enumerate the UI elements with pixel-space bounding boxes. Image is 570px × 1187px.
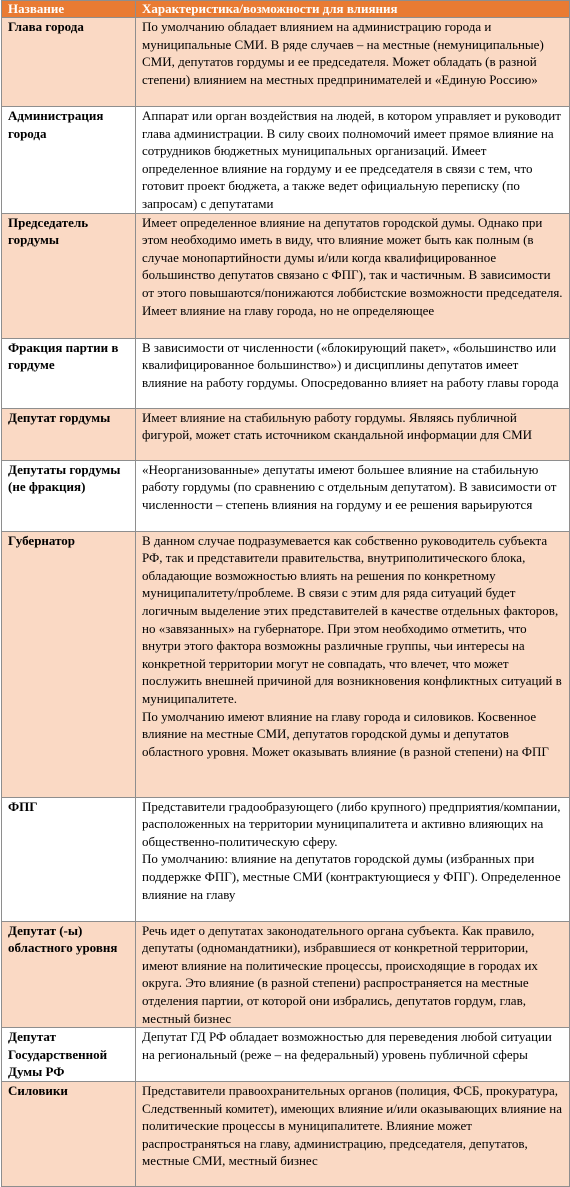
table-row	[2, 921, 570, 1028]
row-name: Фракция партии в гордуме	[2, 338, 136, 408]
row-description: По умолчанию обладает влиянием на администрацию города и муниципальные СМИ. В ряде случаев – на местные (немуниципальные) СМИ, депутатов гордумы и ее председателя. Может обладать (в разной степени) влиянием на местных предпринимателей и «Единую Россию»	[136, 18, 570, 107]
column-header-description: Характеристика/возможности для влияния	[136, 1, 570, 18]
table-row	[2, 107, 570, 214]
row-description: Представители правоохранительных органов (полиция, ФСБ, прокуратура, Следственный комитет), имеющих влияние и/или оказывающих влияние на политические процессы в муниципалитете. Влияние может распространяться на главу, администрацию, председателя, депутатов, местные СМИ, местный бизнес	[136, 1081, 570, 1186]
row-name: Губернатор	[2, 531, 136, 797]
row-description: Имеет влияние на стабильную работу гордумы. Являясь публичной фигурой, может стать источником скандальной информации для СМИ	[136, 408, 570, 460]
row-name: Председатель гордумы	[2, 213, 136, 338]
row-description: В данном случае подразумевается как собственно руководитель субъекта РФ, так и представители правительства, внутриполитического блока, обладающие возможностью влиять на решения по конкретному муниципалитету/проблеме. В связи с этим для ряда ситуаций будет логичным выделение этих представителей в качестве отдельных факторов, но «завязанных» на губернаторе. При этом необходимо отметить, что внутри этого фактора возможны различные группы, чьи интересы на конкретной территории могут не совпадать, что влечет, что может послужить внешней причиной для возникновения конфликтных ситуаций в муниципалитете. По умолчанию имеют влияние на главу города и силовиков. Косвенное влияние на местные СМИ, депутатов городской думы и депутатов областного уровня. Может оказывать влияние (в разной степени) на ФПГ	[136, 531, 570, 797]
row-name: Депутаты гордумы (не фракция)	[2, 460, 136, 531]
table-row	[2, 1028, 570, 1082]
table-row	[2, 531, 570, 797]
row-description: Имеет определенное влияние на депутатов городской думы. Однако при этом необходимо иметь в виду, что влияние может быть как полным (в случае монопартийности думы и/или когда квалифицированное большинство депутатов связано с ФПГ), так и частичным. В зависимости от этого повышаются/понижаются лоббистские возможности председателя. Имеет влияние на главу города, но не определяющее	[136, 213, 570, 338]
row-description: Речь идет о депутатах законодательного органа субъекта. Как правило, депутаты (одномандатники), избравшиеся от конкретной территории, имеют влияние на политические процессы, происходящие в городах их округа. Это влияние (в разной степени) распространяется на местные отделения партии, от которой они избрались, депутатов гордум, глав, местный бизнес	[136, 921, 570, 1028]
row-name: Глава города	[2, 18, 136, 107]
table-row	[2, 18, 570, 107]
table-row	[2, 460, 570, 531]
row-name: Депутат (-ы) областного уровня	[2, 921, 136, 1028]
row-name: Силовики	[2, 1081, 136, 1186]
table-row	[2, 338, 570, 408]
row-name: ФПГ	[2, 797, 136, 921]
row-description: Представители градообразующего (либо крупного) предприятия/компании, расположенных на территории муниципалитета и активно влияющих на общественно-политическую сферу. По умолчанию: влияние на депутатов городской думы (избранных при поддержке ФПГ), местные СМИ (контрактующиеся у ФПГ). Определенное влияние на главу	[136, 797, 570, 921]
row-description: Аппарат или орган воздействия на людей, в котором управляет и руководит глава администрации. В силу своих полномочий имеет прямое влияние на сотрудников бюджетных муниципальных организаций. Имеет определенное влияние на гордуму и ее председателя в связи с тем, что готовит проект бюджета, а также ведет официальную переписку (по запросам) с депутатами	[136, 107, 570, 214]
row-name: Депутат гордумы	[2, 408, 136, 460]
row-name: Администрация города	[2, 107, 136, 214]
row-description: Депутат ГД РФ обладает возможностью для переведения любой ситуации на региональный (реже – на федеральный) уровень публичной сферы	[136, 1028, 570, 1082]
column-header-name: Название	[2, 1, 136, 18]
table-row	[2, 213, 570, 338]
table-row	[2, 1081, 570, 1186]
table-row	[2, 408, 570, 460]
table-row	[2, 797, 570, 921]
row-description: «Неорганизованные» депутаты имеют большее влияние на стабильную работу гордумы (по сравнению с отдельным депутатом). В зависимости от численности – степень влияния на гордуму и ее решения варьируются	[136, 460, 570, 531]
table-header-row	[2, 1, 570, 18]
row-description: В зависимости от численности («блокирующий пакет», «большинство или квалифицированное большинство») и дисциплины депутатов имеет влияние на работу гордумы. Опосредованно влияет на работу главы города	[136, 338, 570, 408]
row-name: Депутат Государственной Думы РФ	[2, 1028, 136, 1082]
influence-table	[1, 0, 570, 1187]
